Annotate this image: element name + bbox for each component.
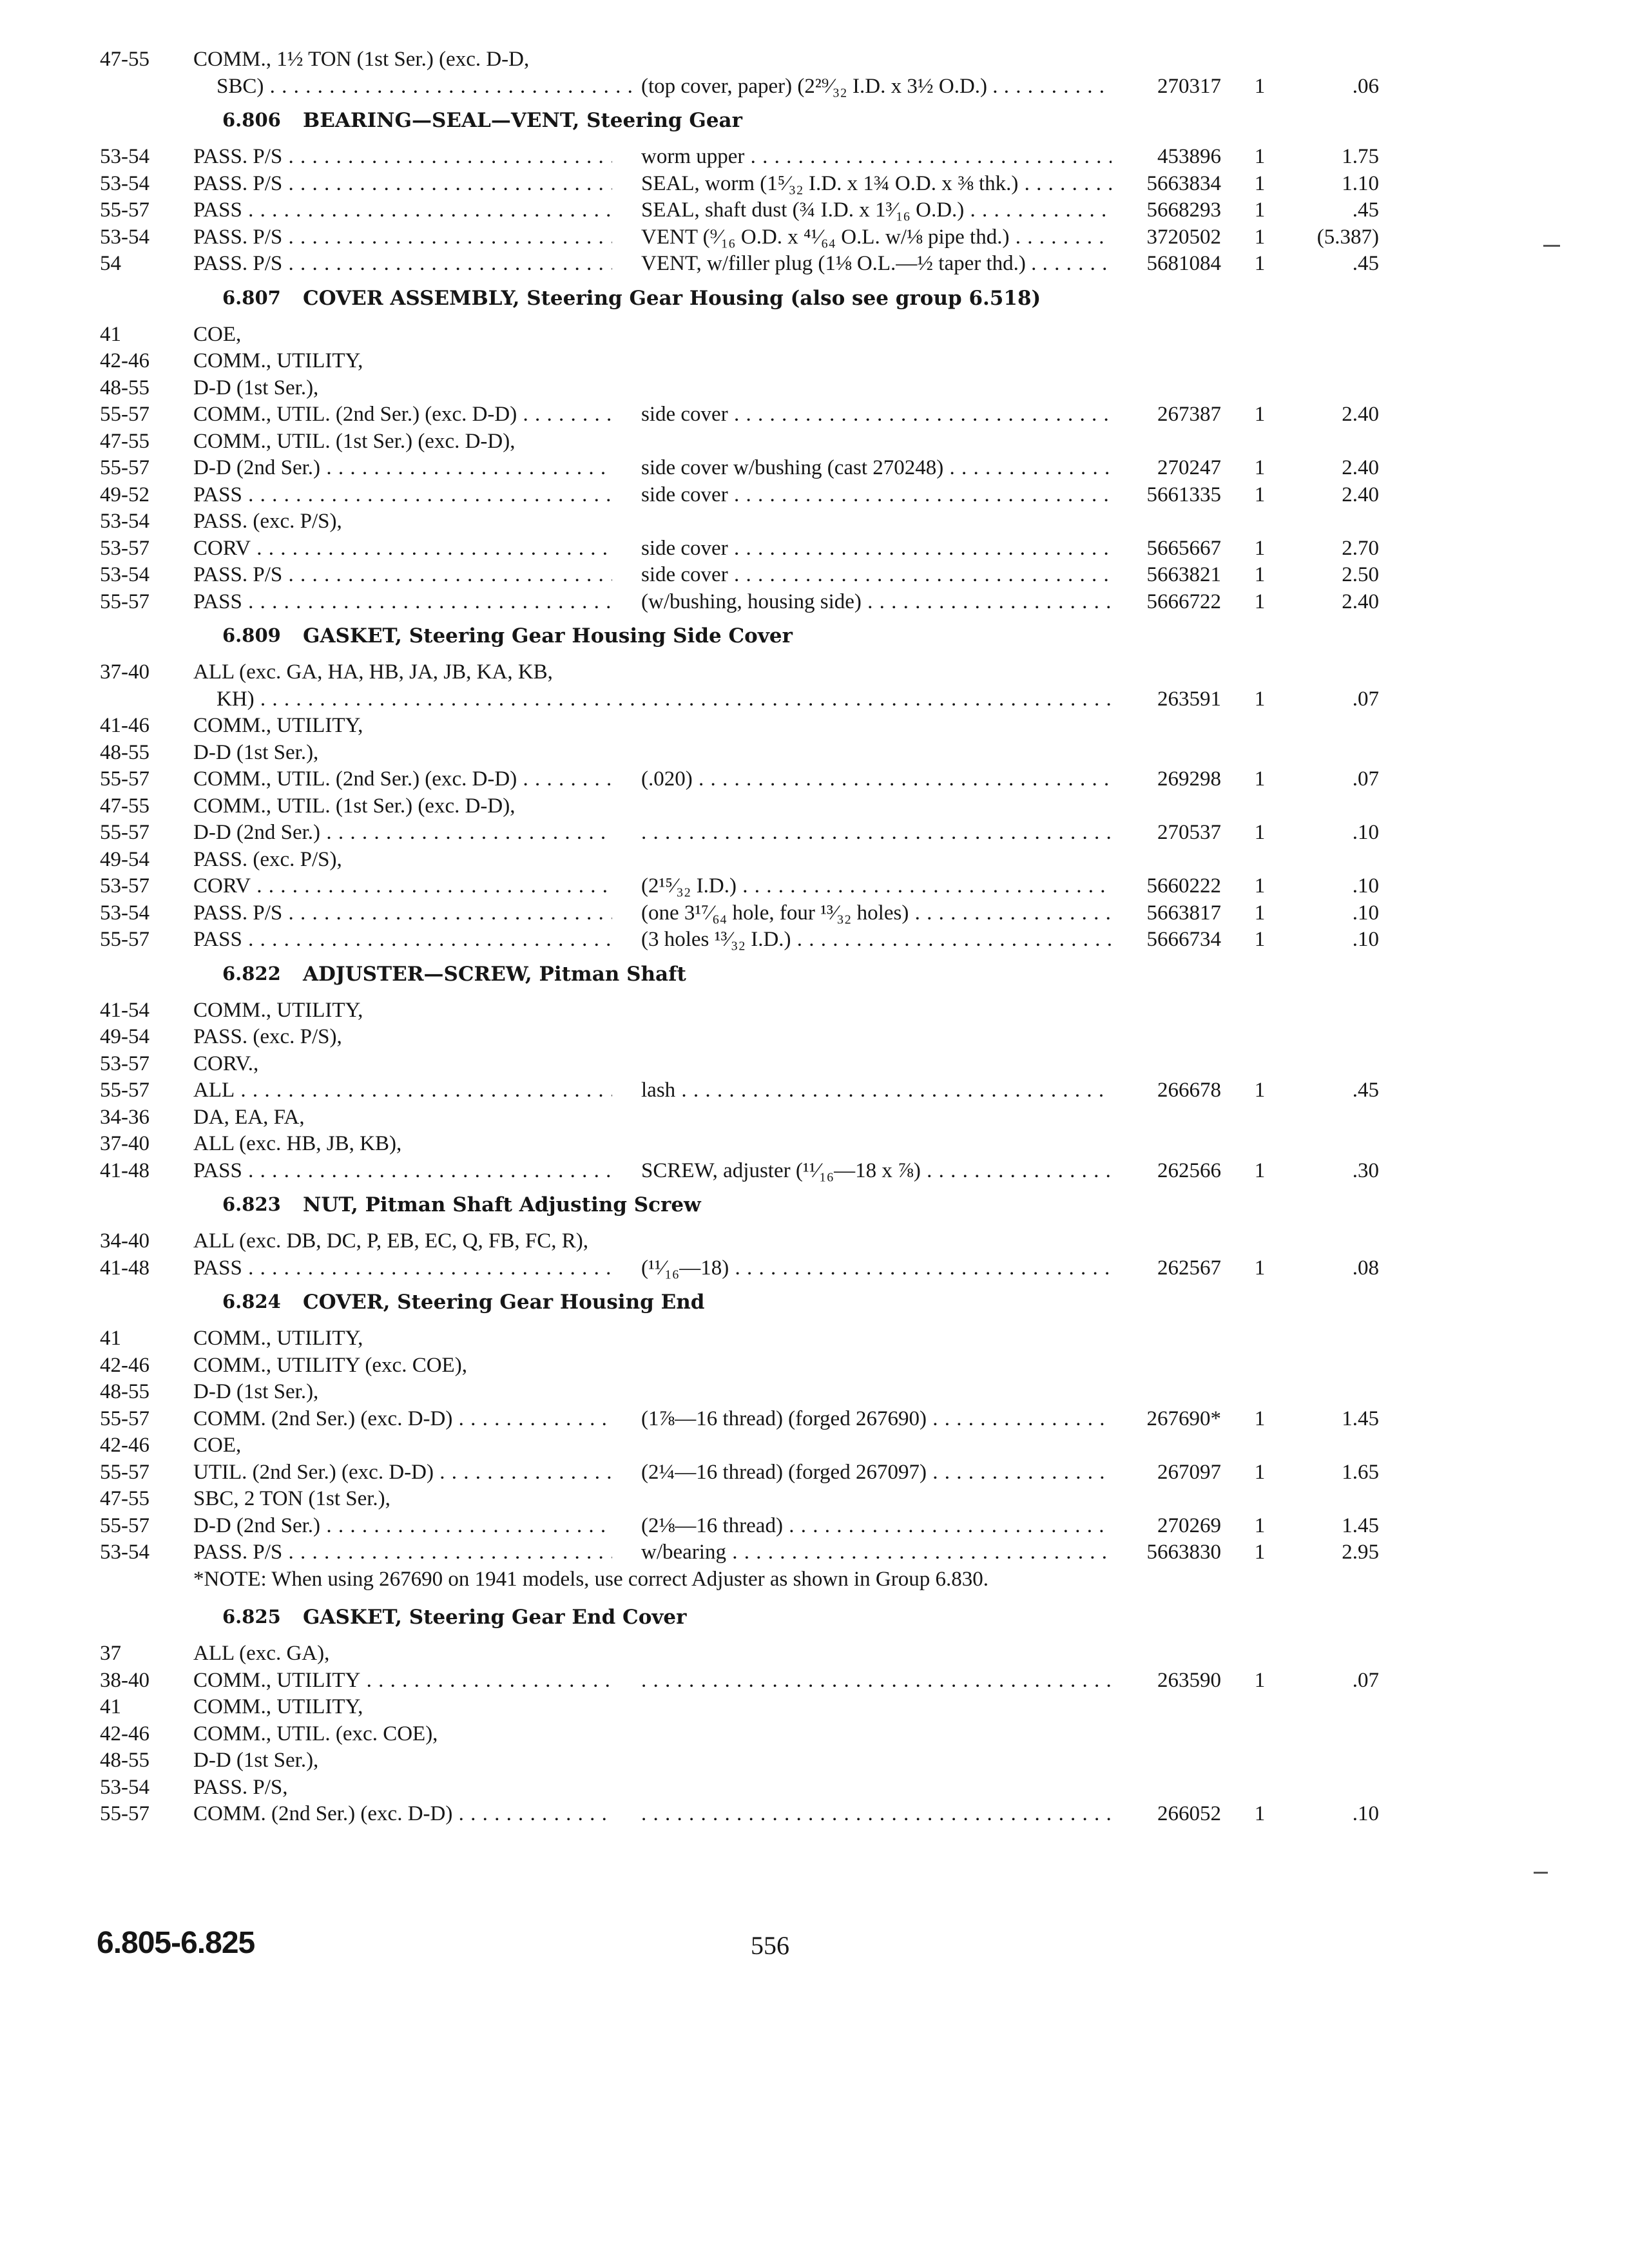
part-number-cell: 5665667 [1146,536,1221,560]
price-cell: .07 [1352,767,1379,791]
quantity-cell: 1 [1254,1079,1266,1102]
price-cell: .45 [1352,252,1379,275]
model-cell: COMM., UTILITY, [193,1327,363,1350]
years-cell: 41-48 [100,1158,149,1182]
model-cell: PASS . . . [193,928,612,951]
part-number-cell: 5681084 [1146,252,1221,275]
section-note: *NOTE: When using 267690 on 1941 models, use correct Adjuster as shown in Group 6.830. [193,1567,988,1591]
part-row [0,924,1629,955]
quantity-cell: 1 [1254,1802,1266,1825]
price-cell: .10 [1352,901,1379,925]
description-cell: side cover . . . [641,563,1112,586]
years-cell: 53-54 [100,901,149,925]
part-number-cell: 5660222 [1146,874,1221,898]
price-cell: .07 [1352,687,1379,711]
price-cell: (5.387) [1316,225,1379,249]
price-cell: .10 [1352,1802,1379,1825]
description-cell: (top cover, paper) (2²⁹⁄₃₂ I.D. x 3½ O.D.) . . . . [641,75,1112,98]
quantity-cell: 1 [1254,145,1266,168]
model-cell: D-D (1st Ser.), [193,376,319,399]
years-cell: 42-46 [100,1434,149,1457]
years-cell: 53-54 [100,145,149,168]
section-number: 6.807 [222,286,281,309]
page-number: 556 [751,1931,789,1960]
part-row [0,1537,1629,1568]
description-cell [641,821,1112,844]
model-cell: PASS . . . [193,1256,612,1280]
part-number-cell: 267387 [1157,403,1221,426]
model-cell: SBC, 2 TON (1st Ser.), [193,1487,390,1510]
description-cell: side cover w/bushing (cast 270248) . . . [641,456,1112,479]
price-cell: 1.45 [1342,1407,1379,1430]
model-cell: CORV . . . [193,874,612,898]
price-cell: 2.40 [1342,403,1379,426]
model-cell: D-D (2nd Ser.) . . . [193,1514,612,1537]
price-cell: 2.40 [1342,483,1379,506]
quantity-cell: 1 [1254,1256,1266,1280]
quantity-cell: 1 [1254,874,1266,898]
description-cell: side cover . . . [641,403,1112,426]
section-number: 6.822 [222,962,281,985]
years-cell: 55-57 [100,1079,149,1102]
model-cell: PASS . . . [193,483,612,506]
years-cell: 37-40 [100,660,149,684]
years-cell: 48-55 [100,1749,149,1772]
part-number-cell: 262567 [1157,1256,1221,1280]
description-cell [641,1802,1112,1825]
years-cell: 42-46 [100,349,149,372]
part-row [0,248,1629,279]
quantity-cell: 1 [1254,901,1266,925]
model-cell: PASS. P/S . . . [193,563,612,586]
years-cell: 53-54 [100,563,149,586]
part-number-cell: 270317 [1157,74,1221,98]
years-cell: 55-57 [100,928,149,951]
price-cell: 2.40 [1342,456,1379,479]
years-cell: 38-40 [100,1668,149,1692]
years-cell: 55-57 [100,590,149,613]
price-cell: .30 [1352,1158,1379,1182]
model-cell: PASS. P/S . . . [193,172,612,195]
years-cell: 53-54 [100,510,149,533]
price-cell: .06 [1352,74,1379,98]
description-cell: (3 holes ¹³⁄₃₂ I.D.) . . . [641,928,1112,951]
description-cell: (2⅛—16 thread) . . . [641,1514,1112,1537]
years-cell: 41-48 [100,1256,149,1280]
section-title: ADJUSTER—SCREW, Pitman Shaft [303,962,686,986]
years-cell: 53-54 [100,171,149,195]
price-cell: 2.95 [1342,1541,1379,1564]
model-cell: CORV . . . [193,537,612,560]
section-number: 6.809 [222,624,281,646]
description-cell: SEAL, worm (1⁵⁄₃₂ I.D. x 1¾ O.D. x ⅜ thk.) . . . [641,172,1112,195]
model-cell: PASS . . . [193,1159,612,1182]
price-cell: .45 [1352,1079,1379,1102]
years-cell: 37 [100,1642,121,1665]
section-number: 6.824 [222,1291,281,1312]
model-cell: ALL (exc. HB, JB, KB), [193,1132,402,1155]
model-cell: PASS. (exc. P/S), [193,847,342,871]
section-heading [0,1191,1629,1222]
years-cell: 48-55 [100,1380,149,1403]
model-cell: D-D (1st Ser.), [193,1749,319,1772]
model-cell: SBC) . . . [217,75,635,98]
years-cell: 48-55 [100,376,149,399]
part-number-cell: 267690* [1146,1407,1221,1430]
quantity-cell: 1 [1254,563,1266,586]
years-cell: 41 [100,1695,121,1718]
price-cell: 2.40 [1342,590,1379,613]
model-cell: COE, [193,1434,242,1457]
section-title: GASKET, Steering Gear End Cover [303,1606,687,1629]
years-cell: 55-57 [100,767,149,791]
part-number-cell: 5666734 [1146,928,1221,951]
model-cell: KH) . . . [217,687,635,711]
section-title: COVER, Steering Gear Housing End [303,1291,705,1314]
quantity-cell: 1 [1254,225,1266,249]
model-cell: D-D (2nd Ser.) . . . [193,456,612,479]
years-cell: 53-57 [100,874,149,898]
part-number-cell: 5663830 [1146,1541,1221,1564]
model-cell: ALL (exc. GA), [193,1642,330,1665]
price-cell: 1.65 [1342,1460,1379,1484]
description-cell [641,1669,1112,1692]
years-cell: 55-57 [100,1802,149,1825]
model-cell: COMM., UTILITY, [193,998,363,1022]
model-cell: D-D (1st Ser.), [193,740,319,764]
section-heading [0,284,1629,315]
years-cell: 47-55 [100,48,149,71]
part-number-cell: 5663821 [1146,563,1221,586]
part-number-cell: 5663834 [1146,171,1221,195]
years-cell: 47-55 [100,1487,149,1510]
years-cell: 42-46 [100,1353,149,1377]
section-heading [0,1288,1629,1319]
description-cell: SEAL, shaft dust (¾ I.D. x 1³⁄₁₆ O.D.) . . . [641,198,1112,222]
model-cell: ALL . . . [193,1079,612,1102]
years-cell: 42-46 [100,1722,149,1745]
section-title: NUT, Pitman Shaft Adjusting Screw [303,1193,701,1216]
section-title: BEARING—SEAL—VENT, Steering Gear [303,109,742,132]
part-number-cell: 270247 [1157,456,1221,479]
part-row [0,1253,1629,1283]
years-cell: 55-57 [100,456,149,479]
part-row [0,71,1629,102]
model-cell: COMM., UTILITY . . . [193,1669,612,1692]
years-cell: 37-40 [100,1132,149,1155]
years-cell: 41 [100,1327,121,1350]
price-cell: 1.10 [1342,171,1379,195]
part-number-cell: 266052 [1157,1802,1221,1825]
model-cell: PASS. P/S . . . [193,252,612,275]
model-cell: PASS. (exc. P/S), [193,510,342,533]
model-cell: COMM., UTILITY (exc. COE), [193,1353,467,1377]
years-cell: 41-46 [100,714,149,737]
model-cell: COMM., 1½ TON (1st Ser.) (exc. D-D, [193,48,530,71]
part-number-cell: 5666722 [1146,590,1221,613]
part-number-cell: 270537 [1157,821,1221,844]
model-cell: D-D (1st Ser.), [193,1380,319,1403]
quantity-cell: 1 [1254,483,1266,506]
years-cell: 55-57 [100,821,149,844]
part-row [0,1798,1629,1829]
model-cell: COMM., UTIL. (2nd Ser.) (exc. D-D) . . . [193,403,612,426]
section-heading [0,106,1629,137]
quantity-cell: 1 [1254,171,1266,195]
description-cell: side cover . . . [641,537,1112,560]
description-cell: side cover . . . [641,483,1112,506]
quantity-cell: 1 [1254,74,1266,98]
model-cell: PASS. P/S . . . [193,901,612,925]
years-cell: 47-55 [100,794,149,818]
scan-mark [1534,1872,1548,1874]
model-cell: COMM., UTILITY, [193,349,363,372]
model-cell: COE, [193,322,242,346]
description-cell [641,687,1112,711]
years-cell: 41 [100,322,121,346]
model-cell: PASS. P/S, [193,1775,288,1799]
model-cell: PASS . . . [193,590,612,613]
quantity-cell: 1 [1254,1668,1266,1692]
years-cell: 49-52 [100,483,149,506]
description-cell: (.020) . . . [641,767,1112,791]
quantity-cell: 1 [1254,821,1266,844]
years-cell: 53-54 [100,225,149,249]
model-cell: ALL (exc. GA, HA, HB, JA, JB, KA, KB, [193,660,553,684]
description-cell: (2¹⁵⁄₃₂ I.D.) . . . [641,874,1112,898]
years-cell: 53-57 [100,536,149,560]
part-number-cell: 262566 [1157,1158,1221,1182]
model-cell: COMM., UTILITY, [193,714,363,737]
years-cell: 34-36 [100,1105,149,1129]
part-number-cell: 453896 [1157,145,1221,168]
quantity-cell: 1 [1254,1407,1266,1430]
part-row [0,586,1629,617]
section-number: 6.806 [222,109,281,131]
years-cell: 48-55 [100,740,149,764]
section-title: COVER ASSEMBLY, Steering Gear Housing (also see group 6.518) [303,286,1041,310]
quantity-cell: 1 [1254,1460,1266,1484]
years-cell: 34-40 [100,1229,149,1253]
model-cell: DA, EA, FA, [193,1105,305,1129]
price-cell: 2.70 [1342,536,1379,560]
section-number: 6.825 [222,1606,281,1628]
price-cell: 1.75 [1342,145,1379,168]
description-cell: (2¼—16 thread) (forged 267097) . . . [641,1461,1112,1484]
quantity-cell: 1 [1254,1514,1266,1537]
model-cell: PASS. P/S . . . [193,1541,612,1564]
model-cell: D-D (2nd Ser.) . . . [193,821,612,844]
price-cell: .08 [1352,1256,1379,1280]
model-cell: COMM. (2nd Ser.) (exc. D-D) . . . [193,1802,612,1825]
model-cell: COMM., UTIL. (1st Ser.) (exc. D-D), [193,794,516,818]
section-heading [0,622,1629,653]
price-cell: .10 [1352,821,1379,844]
years-cell: 55-57 [100,198,149,222]
years-cell: 55-57 [100,1460,149,1484]
part-number-cell: 3720502 [1146,225,1221,249]
model-cell: PASS . . . [193,198,612,222]
quantity-cell: 1 [1254,456,1266,479]
part-number-cell: 5661335 [1146,483,1221,506]
section-number: 6.823 [222,1193,281,1215]
years-cell: 49-54 [100,847,149,871]
quantity-cell: 1 [1254,403,1266,426]
years-cell: 41-54 [100,998,149,1022]
years-cell: 55-57 [100,1407,149,1430]
section-heading [0,1603,1629,1634]
years-cell: 53-54 [100,1775,149,1799]
quantity-cell: 1 [1254,1158,1266,1182]
part-number-cell: 270269 [1157,1514,1221,1537]
part-number-cell: 267097 [1157,1460,1221,1484]
price-cell: .07 [1352,1668,1379,1692]
description-cell: (one 3¹⁷⁄₆₄ hole, four ¹³⁄₃₂ holes) . . . [641,901,1112,925]
quantity-cell: 1 [1254,590,1266,613]
quantity-cell: 1 [1254,767,1266,791]
quantity-cell: 1 [1254,198,1266,222]
years-cell: 53-57 [100,1052,149,1075]
part-number-cell: 263591 [1157,687,1221,711]
part-number-cell: 5668293 [1146,198,1221,222]
description-cell: (¹¹⁄₁₆—18) . . . [641,1256,1112,1280]
price-cell: 2.50 [1342,563,1379,586]
years-cell: 55-57 [100,403,149,426]
years-cell: 53-54 [100,1541,149,1564]
model-cell: CORV., [193,1052,259,1075]
footer-range: 6.805-6.825 [97,1926,255,1960]
quantity-cell: 1 [1254,252,1266,275]
years-cell: 47-55 [100,429,149,453]
part-number-cell: 266678 [1157,1079,1221,1102]
quantity-cell: 1 [1254,1541,1266,1564]
description-cell: lash . . . [641,1079,1112,1102]
model-cell: PASS. P/S . . . [193,145,612,168]
section-heading [0,960,1629,991]
model-cell: COMM. (2nd Ser.) (exc. D-D) . . . [193,1407,612,1430]
model-cell: PASS. P/S . . . [193,226,612,249]
model-cell: UTIL. (2nd Ser.) (exc. D-D) . . . [193,1461,612,1484]
model-cell: ALL (exc. DB, DC, P, EB, EC, Q, FB, FC, R), [193,1229,588,1253]
description-cell: VENT, w/filler plug (1⅛ O.L.—½ taper thd.) . . . . [641,252,1112,275]
price-cell: .10 [1352,874,1379,898]
model-cell: PASS. (exc. P/S), [193,1025,342,1048]
model-cell: COMM., UTIL. (1st Ser.) (exc. D-D), [193,429,516,453]
price-cell: .45 [1352,198,1379,222]
part-number-cell: 269298 [1157,767,1221,791]
part-row [0,1155,1629,1186]
scan-mark [1543,245,1560,247]
description-cell: VENT (⁹⁄₁₆ O.D. x ⁴¹⁄₆₄ O.L. w/⅛ pipe thd.) . . . [641,226,1112,249]
part-number-cell: 5663817 [1146,901,1221,925]
years-cell: 55-57 [100,1514,149,1537]
years-cell: 54 [100,252,121,275]
price-cell: .10 [1352,928,1379,951]
model-cell: COMM., UTIL. (exc. COE), [193,1722,438,1745]
quantity-cell: 1 [1254,687,1266,711]
description-cell: (w/bushing, housing side) . . . [641,590,1112,613]
years-cell: 49-54 [100,1025,149,1048]
section-title: GASKET, Steering Gear Housing Side Cover [303,624,793,648]
description-cell: worm upper . . . [641,145,1112,168]
description-cell: SCREW, adjuster (¹¹⁄₁₆—18 x ⅞) . . . [641,1159,1112,1182]
model-cell: COMM., UTILITY, [193,1695,363,1718]
quantity-cell: 1 [1254,536,1266,560]
price-cell: 1.45 [1342,1514,1379,1537]
description-cell: (1⅞—16 thread) (forged 267690) . . . [641,1407,1112,1430]
description-cell: w/bearing . . . [641,1541,1112,1564]
part-number-cell: 263590 [1157,1668,1221,1692]
quantity-cell: 1 [1254,928,1266,951]
model-cell: COMM., UTIL. (2nd Ser.) (exc. D-D) . . . [193,767,612,791]
